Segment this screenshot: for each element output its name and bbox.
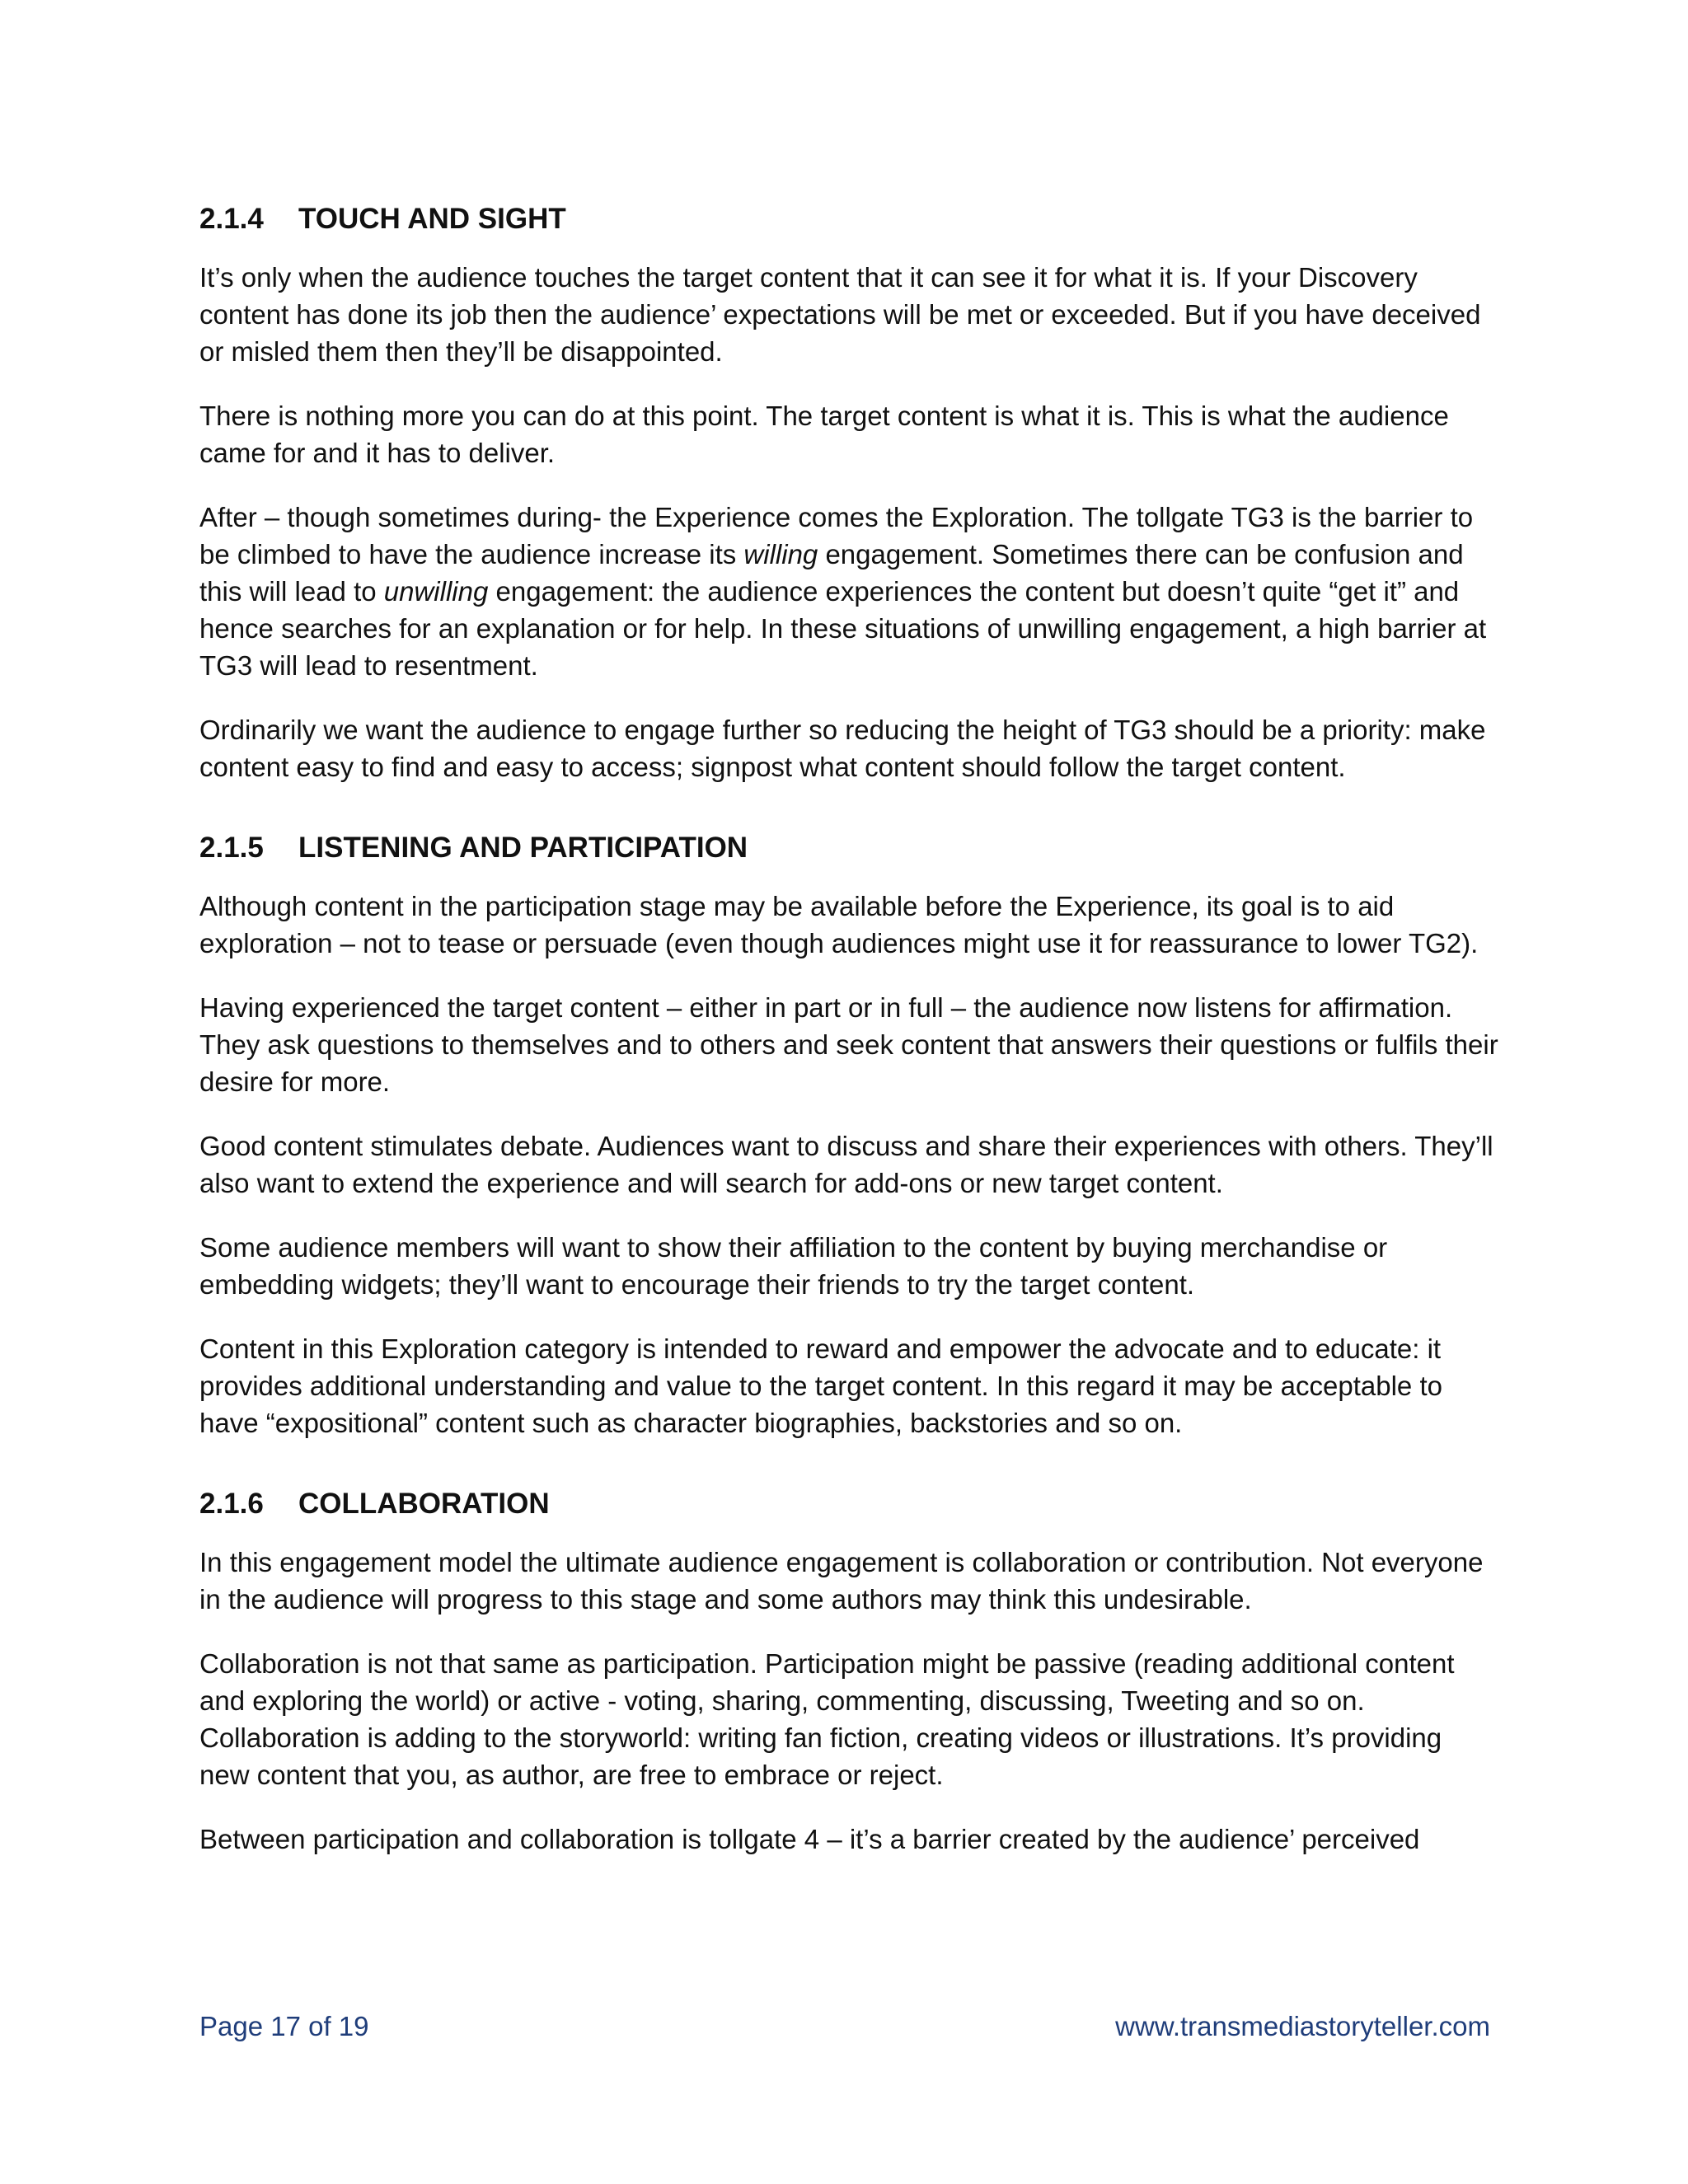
paragraph: Although content in the participation stage may be available before the Experience, its goal is to aid exploration – not to tease or persuade (even though audiences might use it for reassurance to lower TG2).	[199, 891, 1479, 958]
paragraph	[199, 499, 1498, 684]
emphasis-text: unwilling	[383, 576, 489, 607]
section-listening-and-participation	[199, 827, 1498, 1441]
section-title: COLLABORATION	[298, 1488, 550, 1520]
paragraph: Some audience members will want to show their affiliation to the content by buying merchandise or embedding widgets; they’ll want to encourage their friends to try the target content.	[199, 1232, 1388, 1300]
paragraph: Good content stimulates debate. Audiences want to discuss and share their experiences with others. They’ll also want to extend the experience and will search for add-ons or new target content.	[199, 1131, 1493, 1198]
section-title: LISTENING AND PARTICIPATION	[298, 832, 748, 864]
website-link[interactable]: www.transmediastoryteller.com	[1115, 2011, 1490, 2041]
document-content	[199, 198, 1498, 1885]
section-number: 2.1.4	[199, 203, 264, 235]
paragraph: Collaboration is not that same as participation. Participation might be passive (reading additional content and exploring the world) or active - voting, sharing, commenting, discussing, Tweeting and so on. Collaboration is adding to the storyworld: writing fan fiction, creating videos or illustrations. It’s providing new content that you, as author, are free to embrace or reject.	[199, 1648, 1455, 1790]
paragraph: Ordinarily we want the audience to engage further so reducing the height of TG3 should be a priority: make content easy to find and easy to access; signpost what content should follow the target content.	[199, 715, 1486, 782]
paragraph-text: After – though sometimes during- the Experience comes the Exploration. The tollgate TG3 is the barrier to be climbed to have the audience increase its	[199, 502, 1474, 569]
section-heading	[199, 198, 1498, 241]
emphasis-text: willing	[743, 539, 818, 569]
section-heading	[199, 827, 1498, 869]
paragraph: Content in this Exploration category is intended to reward and empower the advocate and to educate: it provides additional understanding and value to the target content. In this regard it may be acceptable to have “expositional” content such as character biographies, backstories and so on.	[199, 1333, 1442, 1438]
paragraph: There is nothing more you can do at this point. The target content is what it is. This is what the audience came for and it has to deliver.	[199, 401, 1449, 468]
paragraph: Between participation and collaboration is tollgate 4 – it’s a barrier created by the audience’ perceived	[199, 1824, 1420, 1854]
paragraph: In this engagement model the ultimate audience engagement is collaboration or contribution. Not everyone in the audience will progress to this stage and some authors may think this undesirable.	[199, 1547, 1484, 1615]
paragraph-text: engagement: the audience experiences the content but doesn’t quite “get it” and hence searches for an explanation or for help. In these situations of unwilling engagement, a high barrier at TG3 will lead to resentment.	[199, 576, 1487, 681]
paragraph-text: engagement. Sometimes there can be confusion and this will lead to	[199, 539, 1464, 607]
section-heading	[199, 1483, 1498, 1526]
section-title: TOUCH AND SIGHT	[298, 203, 566, 235]
section-touch-and-sight	[199, 198, 1498, 785]
section-number: 2.1.5	[199, 832, 264, 864]
section-number: 2.1.6	[199, 1488, 264, 1520]
section-collaboration	[199, 1483, 1498, 1858]
paragraph: Having experienced the target content – either in part or in full – the audience now listens for affirmation. They ask questions to themselves and to others and seek content that answers their questions or fulfils their desire for more.	[199, 992, 1498, 1097]
page-number: Page 17 of 19	[199, 2011, 369, 2041]
paragraph: It’s only when the audience touches the target content that it can see it for what it is. If your Discovery content has done its job then the audience’ expectations will be met or exceeded. But if you have deceived or misled them then they’ll be disappointed.	[199, 262, 1481, 367]
page-footer	[199, 2011, 1490, 2042]
